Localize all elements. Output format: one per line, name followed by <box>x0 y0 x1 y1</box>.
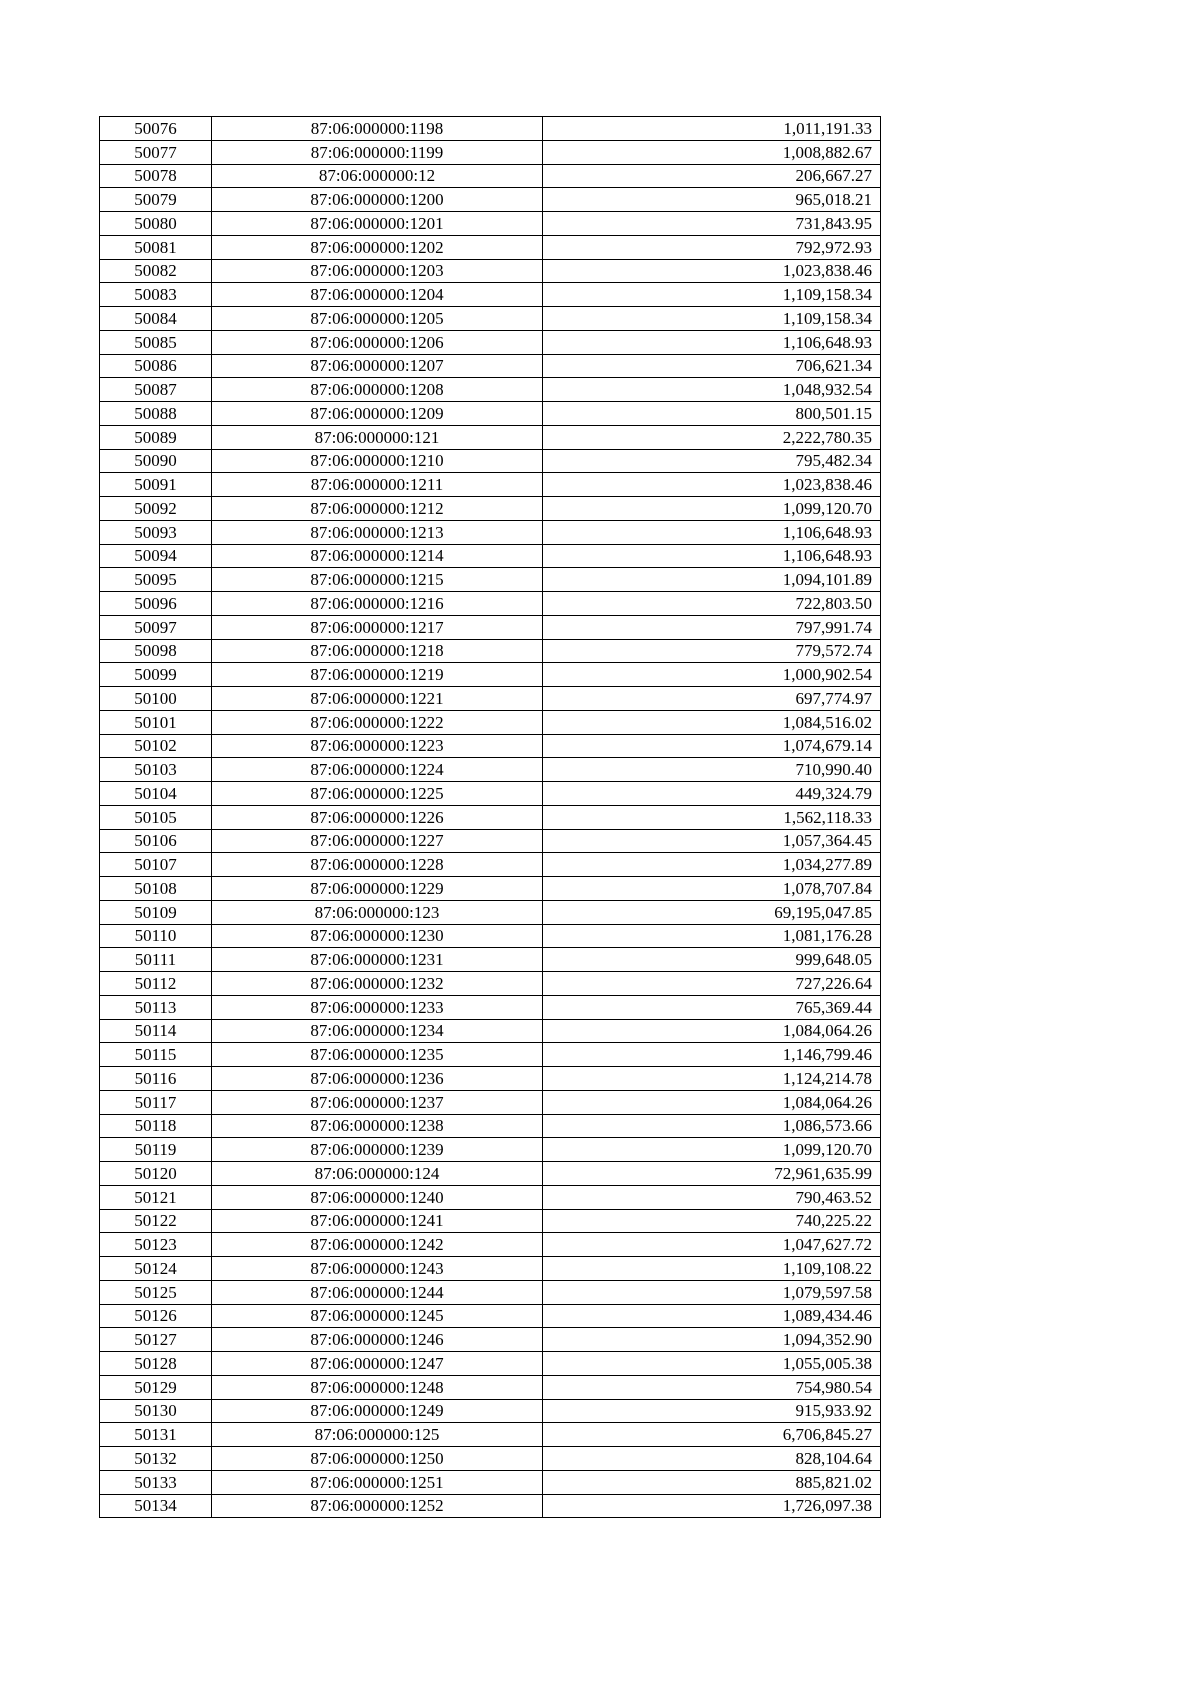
value-cell: 1,094,101.89 <box>543 568 881 592</box>
cadastral-number-cell: 87:06:000000:1231 <box>212 948 543 972</box>
cadastral-number-cell: 87:06:000000:1202 <box>212 235 543 259</box>
row-number-cell: 50121 <box>100 1185 212 1209</box>
value-cell: 1,106,648.93 <box>543 544 881 568</box>
value-cell: 1,034,277.89 <box>543 853 881 877</box>
table-row <box>100 972 881 996</box>
row-number-cell: 50084 <box>100 307 212 331</box>
row-number-cell: 50080 <box>100 212 212 236</box>
row-number-cell: 50099 <box>100 663 212 687</box>
value-cell: 1,000,902.54 <box>543 663 881 687</box>
cadastral-number-cell: 87:06:000000:1230 <box>212 924 543 948</box>
cadastral-number-cell: 87:06:000000:1207 <box>212 354 543 378</box>
table-row <box>100 1280 881 1304</box>
cadastral-number-cell: 87:06:000000:1204 <box>212 283 543 307</box>
table-row <box>100 877 881 901</box>
value-cell: 731,843.95 <box>543 212 881 236</box>
table-row <box>100 212 881 236</box>
cadastral-number-cell: 87:06:000000:1203 <box>212 259 543 283</box>
table-row <box>100 544 881 568</box>
value-cell: 1,562,118.33 <box>543 805 881 829</box>
table-row <box>100 615 881 639</box>
table-row <box>100 283 881 307</box>
value-cell: 1,023,838.46 <box>543 473 881 497</box>
cadastral-number-cell: 87:06:000000:1229 <box>212 877 543 901</box>
table-row <box>100 663 881 687</box>
row-number-cell: 50127 <box>100 1328 212 1352</box>
row-number-cell: 50085 <box>100 330 212 354</box>
value-cell: 1,106,648.93 <box>543 520 881 544</box>
cadastral-number-cell: 87:06:000000:1245 <box>212 1304 543 1328</box>
cadastral-number-cell: 87:06:000000:1216 <box>212 592 543 616</box>
row-number-cell: 50134 <box>100 1494 212 1518</box>
table-row <box>100 1138 881 1162</box>
value-cell: 800,501.15 <box>543 402 881 426</box>
row-number-cell: 50111 <box>100 948 212 972</box>
value-cell: 449,324.79 <box>543 782 881 806</box>
row-number-cell: 50078 <box>100 164 212 188</box>
value-cell: 1,081,176.28 <box>543 924 881 948</box>
row-number-cell: 50124 <box>100 1257 212 1281</box>
row-number-cell: 50132 <box>100 1447 212 1471</box>
value-cell: 885,821.02 <box>543 1470 881 1494</box>
cadastral-number-cell: 87:06:000000:1226 <box>212 805 543 829</box>
value-cell: 915,933.92 <box>543 1399 881 1423</box>
value-cell: 1,146,799.46 <box>543 1043 881 1067</box>
cadastral-number-cell: 87:06:000000:1199 <box>212 140 543 164</box>
value-cell: 72,961,635.99 <box>543 1162 881 1186</box>
table-row <box>100 140 881 164</box>
cadastral-number-cell: 87:06:000000:1209 <box>212 402 543 426</box>
value-cell: 1,084,064.26 <box>543 1019 881 1043</box>
cadastral-number-cell: 87:06:000000:12 <box>212 164 543 188</box>
table-row <box>100 1090 881 1114</box>
table-row <box>100 948 881 972</box>
value-cell: 706,621.34 <box>543 354 881 378</box>
cadastral-number-cell: 87:06:000000:1239 <box>212 1138 543 1162</box>
value-cell: 206,667.27 <box>543 164 881 188</box>
cadastral-number-cell: 87:06:000000:1219 <box>212 663 543 687</box>
table-row <box>100 924 881 948</box>
table-row <box>100 805 881 829</box>
table-row <box>100 1185 881 1209</box>
row-number-cell: 50123 <box>100 1233 212 1257</box>
table-row <box>100 900 881 924</box>
row-number-cell: 50108 <box>100 877 212 901</box>
table-row <box>100 1019 881 1043</box>
row-number-cell: 50098 <box>100 639 212 663</box>
table-row <box>100 782 881 806</box>
cadastral-number-cell: 87:06:000000:1221 <box>212 687 543 711</box>
value-cell: 765,369.44 <box>543 995 881 1019</box>
cadastral-number-cell: 87:06:000000:1224 <box>212 758 543 782</box>
cadastral-number-cell: 87:06:000000:125 <box>212 1423 543 1447</box>
value-cell: 740,225.22 <box>543 1209 881 1233</box>
cadastral-number-cell: 87:06:000000:124 <box>212 1162 543 1186</box>
cadastral-number-cell: 87:06:000000:1212 <box>212 497 543 521</box>
cadastral-number-cell: 87:06:000000:1251 <box>212 1470 543 1494</box>
value-cell: 1,048,932.54 <box>543 378 881 402</box>
table-row <box>100 1209 881 1233</box>
row-number-cell: 50101 <box>100 710 212 734</box>
row-number-cell: 50094 <box>100 544 212 568</box>
row-number-cell: 50114 <box>100 1019 212 1043</box>
table-row <box>100 1067 881 1091</box>
row-number-cell: 50100 <box>100 687 212 711</box>
value-cell: 1,099,120.70 <box>543 497 881 521</box>
cadastral-number-cell: 87:06:000000:1242 <box>212 1233 543 1257</box>
table-row <box>100 449 881 473</box>
row-number-cell: 50119 <box>100 1138 212 1162</box>
row-number-cell: 50087 <box>100 378 212 402</box>
row-number-cell: 50097 <box>100 615 212 639</box>
value-cell: 1,109,108.22 <box>543 1257 881 1281</box>
row-number-cell: 50089 <box>100 425 212 449</box>
row-number-cell: 50103 <box>100 758 212 782</box>
cadastral-number-cell: 87:06:000000:1208 <box>212 378 543 402</box>
table-row <box>100 1447 881 1471</box>
table-row <box>100 1423 881 1447</box>
value-cell: 754,980.54 <box>543 1375 881 1399</box>
value-cell: 1,099,120.70 <box>543 1138 881 1162</box>
row-number-cell: 50112 <box>100 972 212 996</box>
table-row <box>100 164 881 188</box>
value-cell: 1,055,005.38 <box>543 1352 881 1376</box>
cadastral-number-cell: 87:06:000000:1205 <box>212 307 543 331</box>
cadastral-number-cell: 87:06:000000:1238 <box>212 1114 543 1138</box>
cadastral-number-cell: 87:06:000000:1228 <box>212 853 543 877</box>
row-number-cell: 50115 <box>100 1043 212 1067</box>
value-cell: 1,079,597.58 <box>543 1280 881 1304</box>
cadastral-number-cell: 87:06:000000:1225 <box>212 782 543 806</box>
table-body <box>100 117 881 1518</box>
row-number-cell: 50082 <box>100 259 212 283</box>
table-row <box>100 1304 881 1328</box>
row-number-cell: 50096 <box>100 592 212 616</box>
cadastral-number-cell: 87:06:000000:1248 <box>212 1375 543 1399</box>
value-cell: 6,706,845.27 <box>543 1423 881 1447</box>
table-row <box>100 568 881 592</box>
cadastral-number-cell: 87:06:000000:1214 <box>212 544 543 568</box>
table-row <box>100 378 881 402</box>
cadastral-number-cell: 87:06:000000:123 <box>212 900 543 924</box>
value-cell: 2,222,780.35 <box>543 425 881 449</box>
cadastral-number-cell: 87:06:000000:1218 <box>212 639 543 663</box>
row-number-cell: 50128 <box>100 1352 212 1376</box>
value-cell: 1,726,097.38 <box>543 1494 881 1518</box>
value-cell: 1,084,064.26 <box>543 1090 881 1114</box>
table-row <box>100 473 881 497</box>
cadastral-number-cell: 87:06:000000:1247 <box>212 1352 543 1376</box>
value-cell: 710,990.40 <box>543 758 881 782</box>
table-row <box>100 687 881 711</box>
value-cell: 1,078,707.84 <box>543 877 881 901</box>
cadastral-number-cell: 87:06:000000:1232 <box>212 972 543 996</box>
table-row <box>100 425 881 449</box>
cadastral-number-cell: 87:06:000000:1213 <box>212 520 543 544</box>
value-cell: 1,047,627.72 <box>543 1233 881 1257</box>
row-number-cell: 50117 <box>100 1090 212 1114</box>
cadastral-number-cell: 87:06:000000:1227 <box>212 829 543 853</box>
row-number-cell: 50092 <box>100 497 212 521</box>
value-cell: 1,008,882.67 <box>543 140 881 164</box>
cadastral-number-cell: 87:06:000000:1250 <box>212 1447 543 1471</box>
table-row <box>100 1352 881 1376</box>
value-cell: 1,057,364.45 <box>543 829 881 853</box>
table-row <box>100 639 881 663</box>
value-cell: 722,803.50 <box>543 592 881 616</box>
row-number-cell: 50081 <box>100 235 212 259</box>
table-row <box>100 307 881 331</box>
value-cell: 727,226.64 <box>543 972 881 996</box>
row-number-cell: 50088 <box>100 402 212 426</box>
cadastral-number-cell: 87:06:000000:1237 <box>212 1090 543 1114</box>
value-cell: 790,463.52 <box>543 1185 881 1209</box>
row-number-cell: 50077 <box>100 140 212 164</box>
row-number-cell: 50133 <box>100 1470 212 1494</box>
row-number-cell: 50126 <box>100 1304 212 1328</box>
row-number-cell: 50107 <box>100 853 212 877</box>
value-cell: 69,195,047.85 <box>543 900 881 924</box>
value-cell: 1,089,434.46 <box>543 1304 881 1328</box>
row-number-cell: 50091 <box>100 473 212 497</box>
row-number-cell: 50118 <box>100 1114 212 1138</box>
value-cell: 792,972.93 <box>543 235 881 259</box>
cadastral-number-cell: 87:06:000000:1215 <box>212 568 543 592</box>
row-number-cell: 50120 <box>100 1162 212 1186</box>
table-row <box>100 758 881 782</box>
cadastral-number-cell: 87:06:000000:1236 <box>212 1067 543 1091</box>
table-row <box>100 1043 881 1067</box>
row-number-cell: 50095 <box>100 568 212 592</box>
table-row <box>100 1470 881 1494</box>
table-row <box>100 520 881 544</box>
value-cell: 1,074,679.14 <box>543 734 881 758</box>
row-number-cell: 50109 <box>100 900 212 924</box>
table-row <box>100 1399 881 1423</box>
row-number-cell: 50102 <box>100 734 212 758</box>
row-number-cell: 50104 <box>100 782 212 806</box>
table-row <box>100 1494 881 1518</box>
value-cell: 795,482.34 <box>543 449 881 473</box>
row-number-cell: 50122 <box>100 1209 212 1233</box>
cadastral-number-cell: 87:06:000000:1210 <box>212 449 543 473</box>
table-row <box>100 402 881 426</box>
row-number-cell: 50110 <box>100 924 212 948</box>
value-cell: 1,086,573.66 <box>543 1114 881 1138</box>
table-row <box>100 734 881 758</box>
cadastral-number-cell: 87:06:000000:1198 <box>212 117 543 141</box>
table-row <box>100 1162 881 1186</box>
row-number-cell: 50086 <box>100 354 212 378</box>
row-number-cell: 50093 <box>100 520 212 544</box>
table-row <box>100 497 881 521</box>
value-cell: 1,084,516.02 <box>543 710 881 734</box>
table-row <box>100 1257 881 1281</box>
row-number-cell: 50083 <box>100 283 212 307</box>
table-row <box>100 1114 881 1138</box>
row-number-cell: 50105 <box>100 805 212 829</box>
cadastral-number-cell: 87:06:000000:1235 <box>212 1043 543 1067</box>
value-cell: 697,774.97 <box>543 687 881 711</box>
cadastral-number-cell: 87:06:000000:1241 <box>212 1209 543 1233</box>
value-cell: 1,011,191.33 <box>543 117 881 141</box>
table-row <box>100 1233 881 1257</box>
table-row <box>100 330 881 354</box>
row-number-cell: 50113 <box>100 995 212 1019</box>
cadastral-number-cell: 87:06:000000:1252 <box>212 1494 543 1518</box>
value-cell: 828,104.64 <box>543 1447 881 1471</box>
cadastral-number-cell: 87:06:000000:1206 <box>212 330 543 354</box>
cadastral-number-cell: 87:06:000000:1200 <box>212 188 543 212</box>
row-number-cell: 50090 <box>100 449 212 473</box>
cadastral-number-cell: 87:06:000000:1246 <box>212 1328 543 1352</box>
cadastral-number-cell: 87:06:000000:1222 <box>212 710 543 734</box>
cadastral-number-cell: 87:06:000000:1223 <box>212 734 543 758</box>
row-number-cell: 50131 <box>100 1423 212 1447</box>
row-number-cell: 50130 <box>100 1399 212 1423</box>
row-number-cell: 50129 <box>100 1375 212 1399</box>
row-number-cell: 50079 <box>100 188 212 212</box>
value-cell: 797,991.74 <box>543 615 881 639</box>
table-row <box>100 259 881 283</box>
value-cell: 1,124,214.78 <box>543 1067 881 1091</box>
value-cell: 999,648.05 <box>543 948 881 972</box>
value-cell: 1,109,158.34 <box>543 307 881 331</box>
table-row <box>100 995 881 1019</box>
value-cell: 1,106,648.93 <box>543 330 881 354</box>
cadastral-number-cell: 87:06:000000:1249 <box>212 1399 543 1423</box>
table-row <box>100 1375 881 1399</box>
value-cell: 965,018.21 <box>543 188 881 212</box>
table-row <box>100 829 881 853</box>
value-cell: 1,094,352.90 <box>543 1328 881 1352</box>
cadastral-number-cell: 87:06:000000:1217 <box>212 615 543 639</box>
row-number-cell: 50106 <box>100 829 212 853</box>
cadastral-number-cell: 87:06:000000:1201 <box>212 212 543 236</box>
table-row <box>100 188 881 212</box>
value-cell: 1,109,158.34 <box>543 283 881 307</box>
table-row <box>100 1328 881 1352</box>
row-number-cell: 50125 <box>100 1280 212 1304</box>
cadastral-number-cell: 87:06:000000:1234 <box>212 1019 543 1043</box>
table-row <box>100 853 881 877</box>
table-row <box>100 235 881 259</box>
table-row <box>100 354 881 378</box>
cadastral-number-cell: 87:06:000000:1244 <box>212 1280 543 1304</box>
cadastral-number-cell: 87:06:000000:1211 <box>212 473 543 497</box>
value-cell: 779,572.74 <box>543 639 881 663</box>
value-cell: 1,023,838.46 <box>543 259 881 283</box>
table-row <box>100 592 881 616</box>
cadastral-number-cell: 87:06:000000:1243 <box>212 1257 543 1281</box>
table-row <box>100 710 881 734</box>
cadastral-number-cell: 87:06:000000:1233 <box>212 995 543 1019</box>
table-row <box>100 117 881 141</box>
cadastral-number-cell: 87:06:000000:121 <box>212 425 543 449</box>
cadastral-number-cell: 87:06:000000:1240 <box>212 1185 543 1209</box>
row-number-cell: 50076 <box>100 117 212 141</box>
cadastral-value-table <box>99 116 881 1518</box>
row-number-cell: 50116 <box>100 1067 212 1091</box>
